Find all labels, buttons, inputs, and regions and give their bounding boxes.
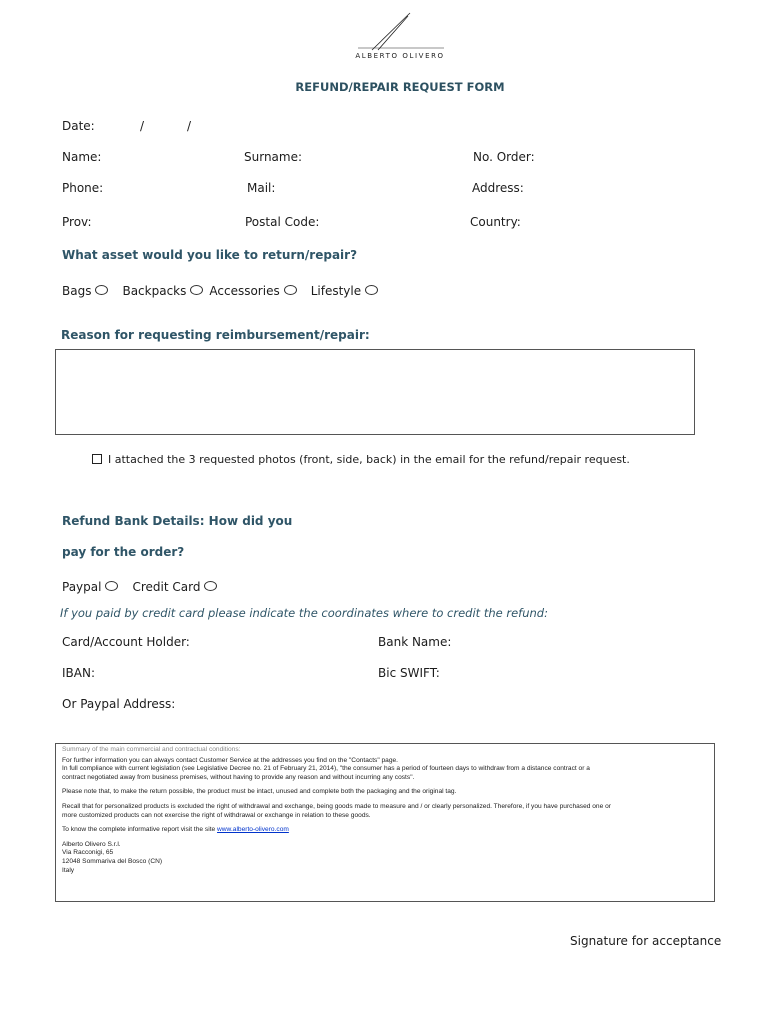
name-label: Name: — [62, 150, 102, 164]
date-label: Date: — [62, 119, 95, 133]
payment-option-paypal[interactable]: Paypal — [62, 580, 118, 594]
website-link[interactable]: www.alberto-olivero.com — [217, 826, 289, 834]
company-city: 12048 Sommariva del Bosco (CN) — [62, 857, 163, 865]
radio-icon[interactable] — [284, 285, 297, 295]
form-title: REFUND/REPAIR REQUEST FORM — [295, 80, 505, 94]
company-name: Alberto Olivero S.r.l. — [62, 840, 121, 848]
radio-icon[interactable] — [365, 285, 378, 295]
credit-card-note: If you paid by credit card please indicate the coordinates where to credit the refund: — [60, 606, 548, 620]
terms-line: more customized products can not exercise the right of withdrawal or exchange in relation to these goods. — [62, 811, 371, 819]
reason-heading: Reason for requesting reimbursement/repair: — [61, 328, 370, 342]
terms-line: Please note that, to make the return possible, the product must be intact, unused and complete both the packaging and the original tag. — [62, 788, 457, 796]
prov-label: Prov: — [62, 215, 92, 229]
logo-mark-icon — [350, 10, 450, 52]
signature-label: Signature for acceptance — [570, 934, 722, 948]
date-separator-1: / — [140, 119, 145, 133]
terms-line: contract negotiated away from business premises, without having to provide any reason and without incurring any costs". — [62, 773, 415, 781]
radio-icon[interactable] — [105, 581, 118, 591]
terms-line: Recall that for personalized products is excluded the right of withdrawal and exchange, being goods made to measure and / or clearly personalized. Therefore, if you have purchased one or — [62, 802, 611, 810]
asset-option-bags[interactable]: Bags — [62, 284, 108, 298]
country-label: Country: — [470, 215, 521, 229]
surname-label: Surname: — [244, 150, 303, 164]
terms-box — [55, 743, 715, 902]
radio-icon[interactable] — [190, 285, 203, 295]
radio-icon[interactable] — [95, 285, 108, 295]
payment-option-credit-card[interactable]: Credit Card — [132, 580, 217, 594]
card-holder-label: Card/Account Holder: — [62, 635, 190, 649]
phone-label: Phone: — [62, 181, 104, 195]
swift-label: Bic SWIFT: — [378, 666, 440, 680]
postal-code-label: Postal Code: — [245, 215, 320, 229]
radio-icon[interactable] — [204, 581, 217, 591]
asset-options — [62, 280, 392, 299]
date-separator-2: / — [187, 119, 192, 133]
brand-name: ALBERTO OLIVERO — [355, 52, 445, 60]
terms-line: For further information you can always contact Customer Service at the addresses you find on the "Contacts" page. — [62, 756, 399, 764]
terms-line: In full compliance with current legislation (see Legislative Decree no. 21 of February 21, 2014), "the consumer has a period of fourteen days to withdraw from a distance contract or a — [62, 765, 590, 773]
photos-checkbox[interactable] — [92, 454, 102, 464]
asset-question: What asset would you like to return/repair? — [62, 248, 358, 262]
paypal-address-label: Or Paypal Address: — [62, 697, 176, 711]
photos-attached-label: I attached the 3 requested photos (front, side, back) in the email for the refund/repair request. — [108, 453, 630, 466]
asset-option-backpacks[interactable]: Backpacks — [122, 284, 203, 298]
iban-label: IBAN: — [62, 666, 95, 680]
photos-attached-row[interactable] — [92, 453, 630, 466]
reason-textarea[interactable] — [55, 349, 695, 435]
bank-name-label: Bank Name: — [378, 635, 452, 649]
address-label: Address: — [472, 181, 524, 195]
company-country: Italy — [62, 866, 75, 874]
bank-heading-line2: pay for the order? — [62, 545, 185, 559]
payment-options — [62, 576, 231, 595]
company-street: Via Racconigi, 65 — [62, 849, 114, 857]
brand-logo — [350, 10, 450, 66]
asset-option-accessories[interactable]: Accessories — [209, 284, 296, 298]
bank-heading-line1: Refund Bank Details: How did you — [62, 514, 293, 528]
terms-link-line: To know the complete informative report visit the site www.alberto-olivero.com — [62, 826, 289, 834]
order-number-label: No. Order: — [473, 150, 535, 164]
asset-option-lifestyle[interactable]: Lifestyle — [311, 284, 378, 298]
terms-summary: Summary of the main commercial and contractual conditions: — [62, 746, 241, 753]
mail-label: Mail: — [247, 181, 276, 195]
